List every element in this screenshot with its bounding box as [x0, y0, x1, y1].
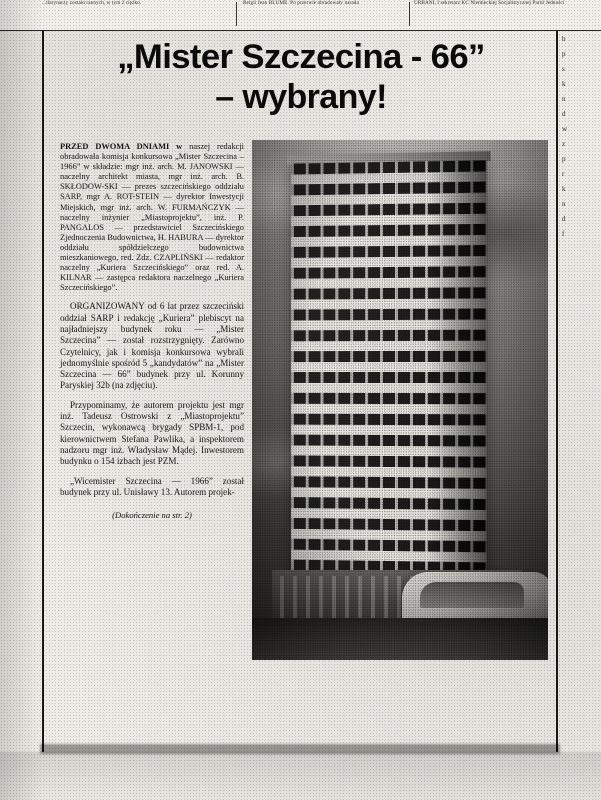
sliver-line-8: z	[562, 140, 566, 148]
lede-paragraph	[60, 142, 244, 293]
article-body-column	[60, 142, 244, 520]
top-columns-strip	[0, 0, 601, 31]
top-column-2: Belgii Jean BLUME. Po przerwie obradowały narada	[243, 0, 359, 6]
sliver-line-12: n	[562, 200, 566, 208]
top-column-3: URBANI, I sekretarz KC Niemieckiej Socjalistycznej Partii Jedności	[414, 0, 565, 6]
continuation-note: (Dokończenie na str. 2)	[112, 510, 192, 521]
sliver-line-2: p	[562, 50, 566, 58]
paragraph-3: „Wicemister Szczecina — 1966” został budynek przy ul. Unisławy 13. Autorem projek-	[60, 475, 244, 497]
sliver-line-10: r	[562, 170, 565, 178]
column-rule-1	[236, 2, 237, 26]
paragraph-2: Przypominamy, że autorem projektu jest mgr inż. Tadeusz Ostrowski z „Miastoprojektu” Szczecin, wykonawcą brygady SPBM-1, pod kierownictwem Stefana Pawlika, a inspektorem nadzoru mgr inż. Władysław Mądej. Inwestorem budynku o 154 izbach jest PZM.	[60, 399, 244, 467]
headline-line-1: „Mister Szczecina - 66”	[117, 38, 485, 76]
sliver-line-3: s	[562, 65, 566, 73]
sliver-line-6: d	[562, 110, 566, 118]
headline-line-2: – wybrany!	[215, 78, 387, 116]
sliver-line-1: b	[562, 35, 566, 43]
column-rule-2	[409, 2, 410, 26]
lede-bold-start: PRZED DWOMA DNIAMI w	[60, 142, 183, 151]
sliver-line-13: d	[562, 215, 566, 223]
article-photo	[252, 140, 548, 660]
sliver-line-9: p	[562, 155, 566, 163]
headline	[48, 38, 554, 117]
scan-bottom-smudge	[0, 752, 601, 800]
sliver-line-5: n	[562, 95, 566, 103]
paragraph-1: ORGANIZOWANY od 6 lat przez szczeciński oddział SARP i redakcję „Kuriera” plebiscyt na najładniejszy budynek roku — „Mister Szczecina” — został rozstrzygnięty. Zarówno Czytelnicy, jak i komisja konkursowa wybrali jednomyślnie spośród 5 „kandydatów” na „Mister Szczecina — 66” budynek przy ul. Korunny Paryskiej 32b (na zdjęciu).	[60, 301, 244, 391]
sliver-line-7: w	[562, 125, 568, 133]
scan-left-shadow	[0, 0, 42, 800]
lede-text: naszej redakcji obradowała komisja konkursowa „Mister Szczecina – 1966” w składzie: mgr inż. arch. M. JANOWSKI — naczelny architekt miasta, mgr inż. arch. B. SKŁODOW-SKI — prezes szczecińskiego oddziału SARP, mgr A. ROT-STEIN — dyrektor Inwestycji Miejskich, mgr inż. arch. W. FURMAŃCZYK — naczelny inżynier „Miastoprojektu”, inż. P. PANGALOS — przedstawiciel Szczecińskiego Zjednoczenia Budownictwa, H. HABURA — dyrektor oddziału spółdzielczego budownictwa mieszkaniowego, red. Zdz. CZAPLIŃSKI — redaktor naczelny „Kuriera Szczecińskiego” oraz red. A. KILNAR — zastępca redaktora naczelnego „Kuriera Szczecińskiego”.	[60, 142, 244, 293]
photo-halftone-texture	[252, 140, 548, 660]
top-column-1: ...ilarynarzy zostało rannych, w tym 2 ciężko.	[42, 0, 142, 6]
sliver-line-11: k	[562, 185, 566, 193]
sliver-line-14: f	[562, 230, 565, 238]
right-edge-column-fragment	[562, 32, 598, 452]
sliver-line-4: k	[562, 80, 566, 88]
